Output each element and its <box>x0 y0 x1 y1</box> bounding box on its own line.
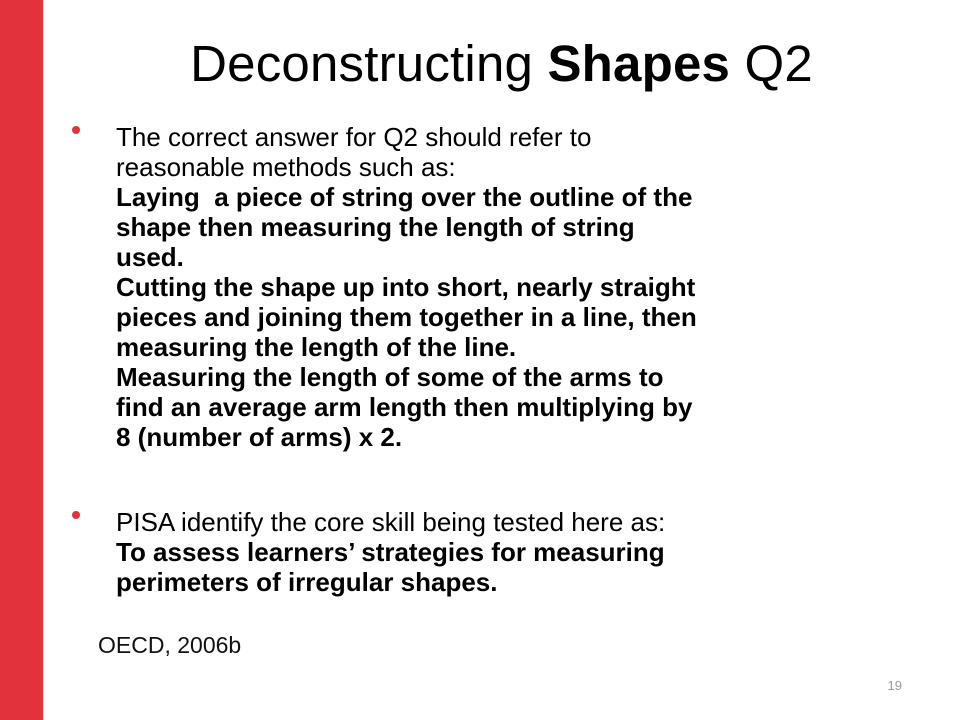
method1-line2: shape then measuring the length of string <box>116 212 635 242</box>
bullet-dot-icon <box>72 511 80 519</box>
bullet1-intro-line1: The correct answer for Q2 should refer to <box>116 122 592 152</box>
method1-line3: used. <box>116 242 184 272</box>
bullet1-intro-line2: reasonable methods such as: <box>116 152 456 182</box>
citation: OECD, 2006b <box>98 632 242 658</box>
method2-line3: measuring the length of the line. <box>116 332 517 362</box>
method2-line1: Cutting the shape up into short, nearly straight <box>116 272 696 302</box>
method3-line3: 8 (number of arms) x 2. <box>116 422 403 452</box>
method1-line1: Laying a piece of string over the outline of the <box>116 182 693 212</box>
slide-title <box>43 34 960 94</box>
title-suffix: Q2 <box>730 35 813 92</box>
method3-line1: Measuring the length of some of the arms to <box>116 362 664 392</box>
title-bold: Shapes <box>547 35 731 92</box>
skill-line1: To assess learners’ strategies for measuring <box>116 537 665 567</box>
bullet2-intro-line1: PISA identify the core skill being tested here as: <box>116 507 666 537</box>
bullet-correct-answer <box>116 122 896 452</box>
method3-line2: find an average arm length then multiplying by <box>116 392 693 422</box>
method2-line2: pieces and joining them together in a line, then <box>116 302 697 332</box>
title-regular: Deconstructing <box>190 35 548 92</box>
bullet-core-skill <box>116 507 896 597</box>
accent-bar <box>0 0 43 720</box>
page-number: 19 <box>887 678 902 693</box>
bullet-dot-icon <box>72 126 80 134</box>
skill-line2: perimeters of irregular shapes. <box>116 567 498 597</box>
